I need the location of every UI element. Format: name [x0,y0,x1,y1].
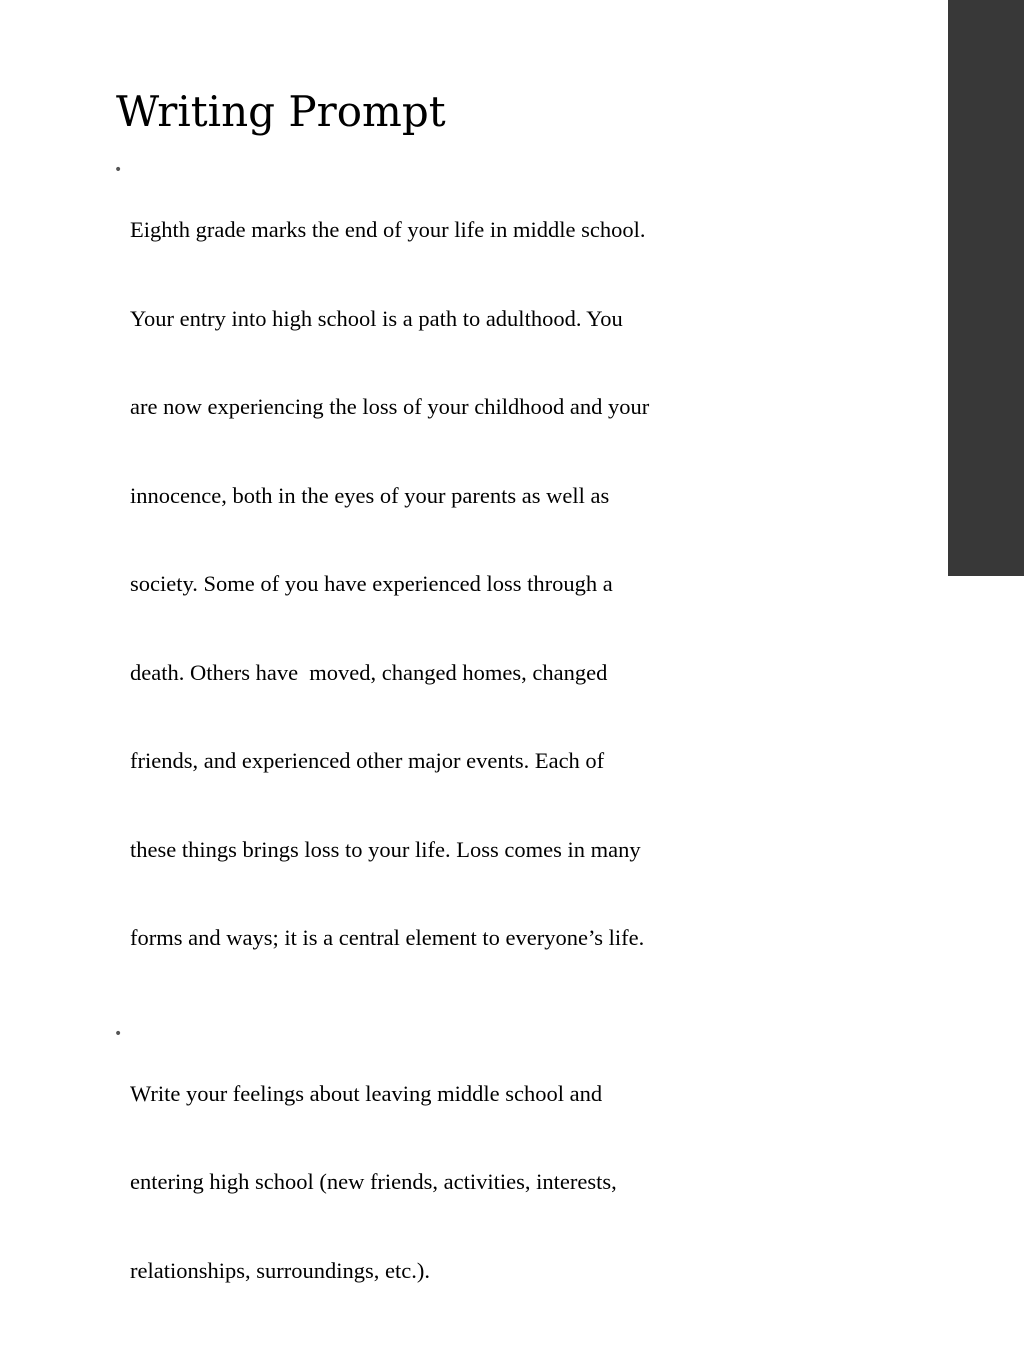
side-accent-bar [948,0,1024,576]
bullet-1-line-8: these things brings loss to your life. Loss comes in many [130,836,641,862]
bullet-dot-icon: • [114,1025,123,1042]
bullet-1-line-2: Your entry into high school is a path to adulthood. You [130,305,623,331]
bullet-item-2 [112,1020,812,1345]
bullet-1-line-5: society. Some of you have experienced loss through a [130,571,613,596]
bullet-1-line-9: forms and ways; it is a central element to everyone’s life. [130,925,645,950]
bullet-2-line-3: relationships, surroundings, etc.). [130,1257,430,1283]
slide-title: Writing Prompt [116,87,446,136]
bullet-1-line-1: Eighth grade marks the end of your life in middle school. [130,217,646,242]
bullet-2-line-1: Write your feelings about leaving middle school and [130,1080,603,1106]
bullet-1-line-7: friends, and experienced other major events. Each of [130,748,605,773]
bullet-1-line-4: innocence, both in the eyes of your parents as well as [130,482,610,508]
bullet-2-line-2: entering high school (new friends, activities, interests, [130,1169,617,1194]
bullet-list [112,156,812,1352]
bullet-1-line-6: death. Others have moved, changed homes, changed [130,659,608,685]
bullet-item-1 [112,156,812,1012]
bullet-text-1 [130,156,812,1012]
bullet-dot-icon: • [114,162,123,178]
bullet-1-line-3: are now experiencing the loss of your childhood and your [130,394,650,419]
bullet-text-2 [130,1020,812,1345]
